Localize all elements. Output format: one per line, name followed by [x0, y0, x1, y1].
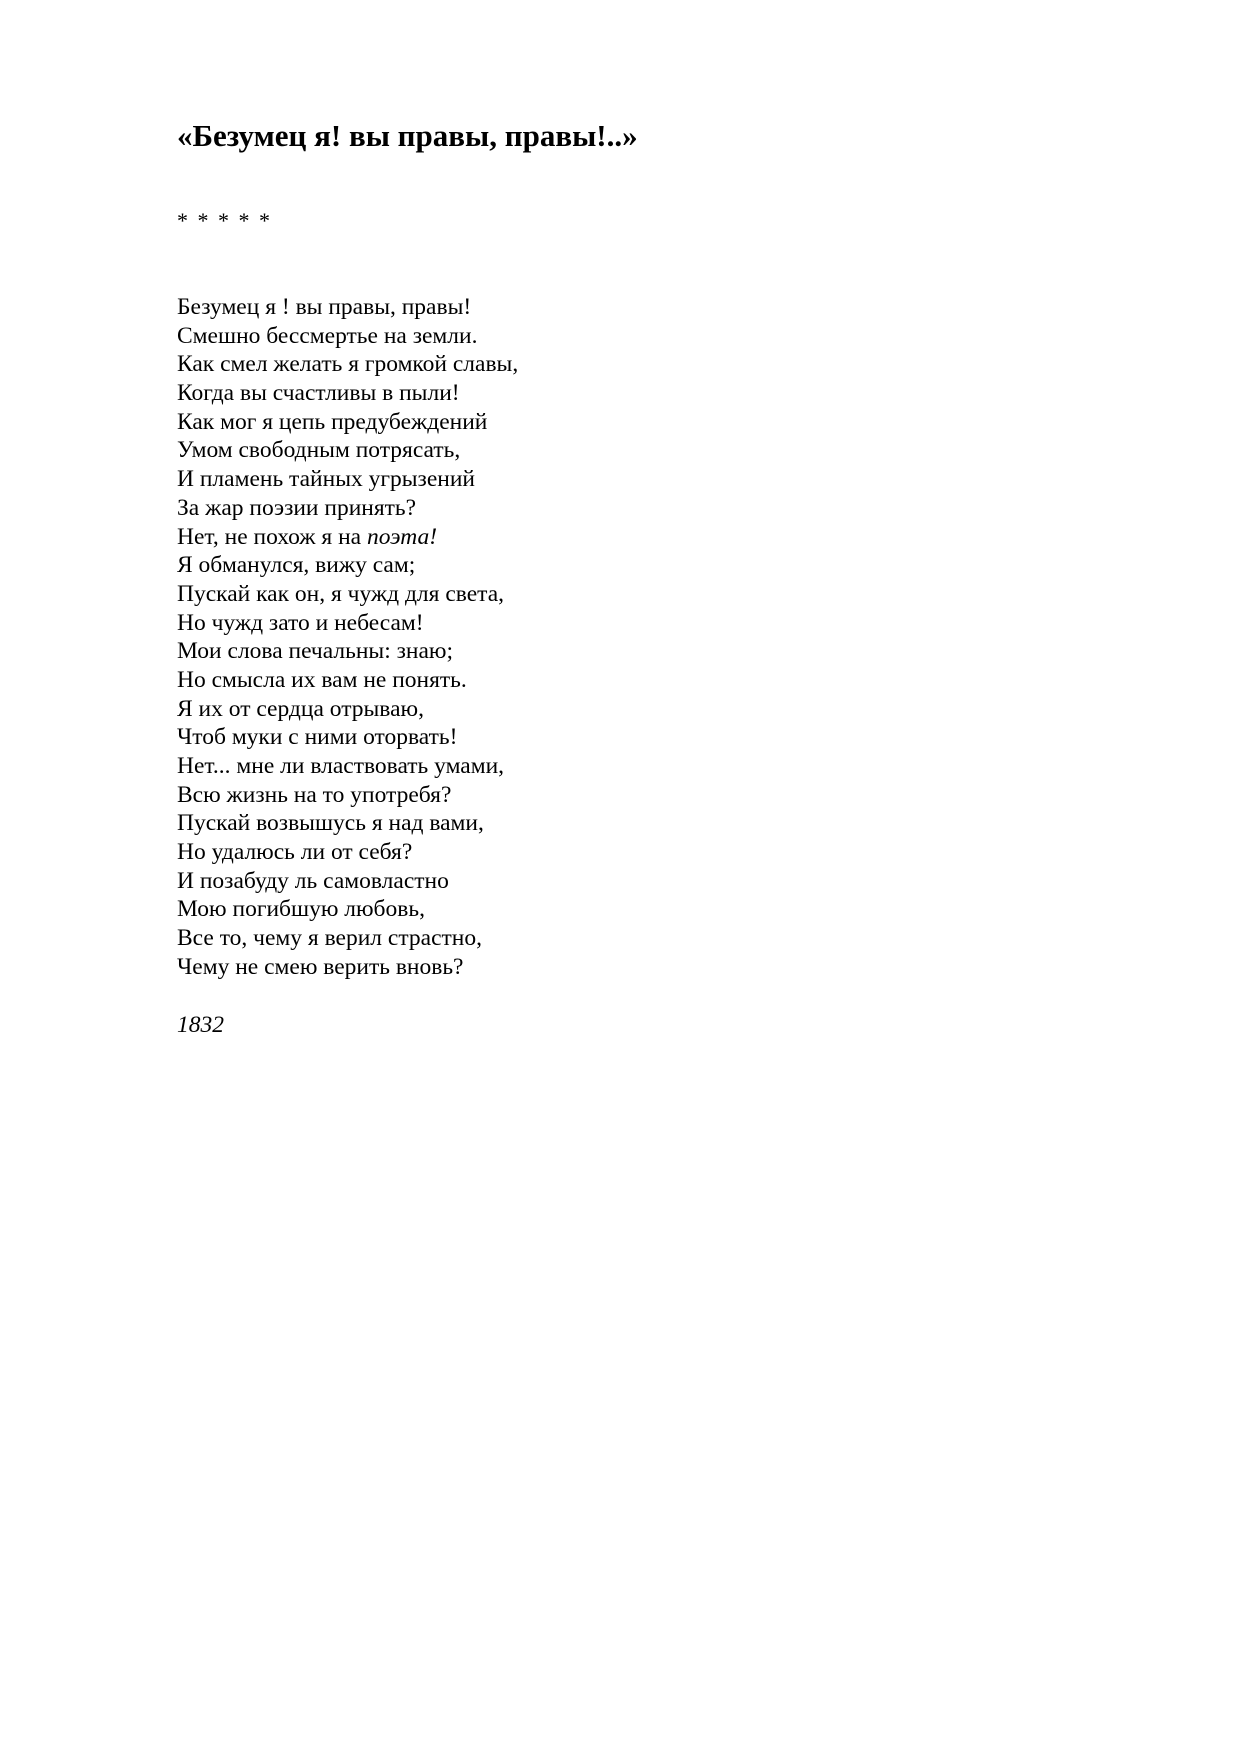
poem-line: Все то, чему я верил страстно,: [177, 925, 482, 952]
poem-line: И пламень тайных угрызений: [177, 466, 475, 493]
poem-line: Как смел желать я громкой славы,: [177, 351, 519, 378]
poem-line: За жар поэзии принять?: [177, 494, 417, 521]
poem-line: Смешно бессмертье на земли.: [177, 322, 478, 349]
poem-line: Но чужд зато и небесам!: [177, 609, 424, 636]
poem-line: Но удалюсь ли от себя?: [177, 839, 413, 866]
poem-line: И позабуду ль самовластно: [177, 867, 449, 894]
poem-title: «Безумец я! вы правы, правы!..»: [177, 118, 638, 153]
poem-line: Я обманулся, вижу сам;: [177, 552, 416, 579]
poem-line: Всю жизнь на то употребя?: [177, 781, 452, 808]
poem-line: Умом свободным потрясать,: [177, 437, 461, 464]
poem-line: Но смысла их вам не понять.: [177, 666, 467, 693]
poem-line: Безумец я ! вы правы, правы!: [177, 294, 472, 320]
poem-line-mixed: [177, 523, 518, 552]
poem-line: Я их от сердца отрываю,: [177, 695, 424, 722]
poem-line: Чему не смею верить вновь?: [177, 953, 464, 980]
poem-line-italic-word: поэта!: [366, 523, 438, 550]
poem-line: Когда вы счастливы в пыли!: [177, 380, 460, 407]
section-separator: * * * * *: [177, 208, 272, 233]
poem-date: 1832: [177, 1012, 224, 1038]
poem-line: Пускай возвышусь я над вами,: [177, 810, 484, 837]
poem-line-text: Нет, не похож я на: [177, 523, 367, 550]
poem-body: [177, 293, 518, 982]
poem-line: Как мог я цепь предубеждений: [177, 408, 488, 435]
poem-line: Пускай как он, я чужд для света,: [177, 580, 505, 607]
poem-line: Чтоб муки с ними оторвать!: [177, 724, 458, 751]
poem-line: Мою погибшую любовь,: [177, 896, 425, 923]
poem-line: Нет... мне ли властвовать умами,: [177, 753, 505, 779]
poem-line: Мои слова печальны: знаю;: [177, 638, 453, 665]
